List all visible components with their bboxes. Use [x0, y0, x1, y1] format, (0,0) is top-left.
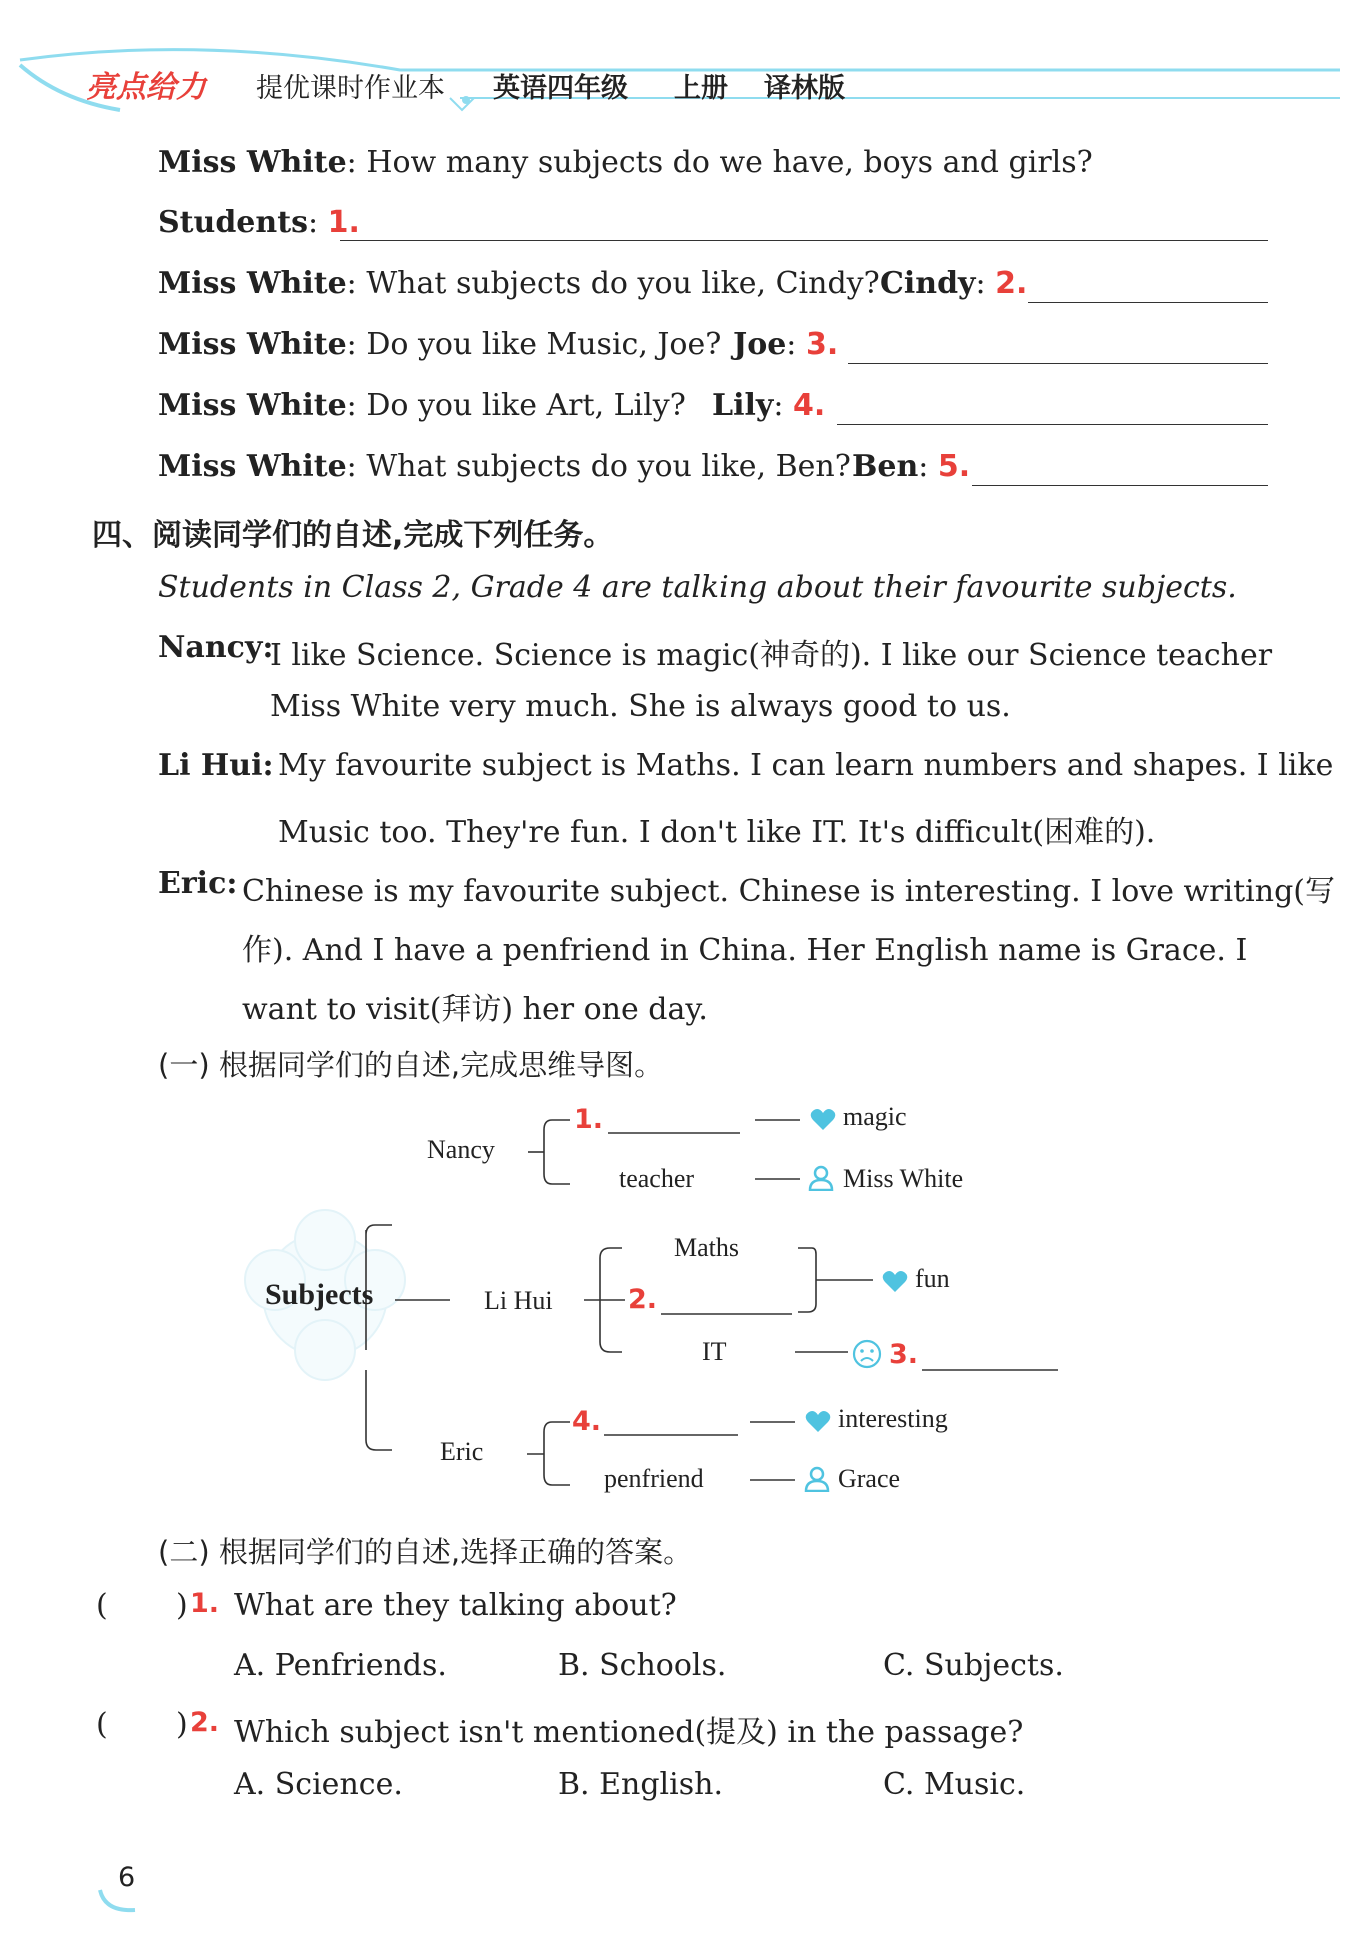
speaker: Miss White	[158, 266, 347, 301]
eric-line-2: 作). And I have a penfriend in China. Her English name is Grace. I	[242, 933, 1248, 968]
answer-number: 2.	[995, 266, 1028, 301]
mindmap-blank-1-number: 1.	[574, 1104, 604, 1135]
answerer: Ben	[852, 449, 919, 484]
mindmap-penfriend: penfriend	[604, 1464, 704, 1493]
mindmap-maths: Maths	[674, 1233, 739, 1262]
speaker: Miss White	[158, 449, 347, 484]
answerer-3: Joe: 3.	[733, 327, 839, 362]
answer-paren-open: (	[96, 1588, 108, 1623]
volume: 上册	[674, 73, 728, 104]
answerer: Students	[158, 205, 308, 240]
series-title: 提优课时作业本	[256, 73, 445, 104]
dialogue-row-2: Miss White: What subjects do you like, Cindy?	[158, 266, 880, 301]
answer-blank-5[interactable]	[972, 485, 1268, 486]
answer-blank-3[interactable]	[848, 363, 1268, 364]
answer-blank-2[interactable]	[1028, 302, 1268, 303]
answer-number: 3.	[805, 327, 839, 362]
sad-face-icon	[852, 1339, 882, 1373]
mindmap-fun: fun	[915, 1264, 950, 1293]
mindmap-grace: Grace	[838, 1464, 901, 1493]
mindmap-magic: magic	[843, 1102, 907, 1131]
edition: 译林版	[764, 73, 845, 104]
question: Do you like Art, Lily?	[366, 388, 686, 423]
answer-paren-open: (	[96, 1707, 108, 1742]
question: What subjects do you like, Cindy?	[366, 266, 880, 301]
dialogue-row-1: Miss White: How many subjects do we have, boys and girls?	[158, 145, 1093, 180]
eric-line-1: Chinese is my favourite subject. Chinese is interesting. I love writing(写	[242, 874, 1335, 909]
answerer: Joe	[733, 327, 787, 362]
answer-row-1: Students: 1.	[158, 205, 360, 240]
mindmap-teacher: teacher	[619, 1164, 695, 1193]
option-b[interactable]: B. English.	[558, 1767, 723, 1802]
answer-blank-1[interactable]	[340, 240, 1268, 241]
answerer-4: Lily: 4.	[712, 388, 826, 423]
mindmap-interesting: interesting	[838, 1404, 948, 1433]
person-icon	[804, 1466, 830, 1496]
mindmap-center: Subjects	[265, 1278, 374, 1311]
page-number: 6	[118, 1862, 136, 1893]
mindmap-blank-4-number: 4.	[572, 1406, 602, 1437]
speaker: Miss White	[158, 327, 347, 362]
question: What subjects do you like, Ben?	[366, 449, 851, 484]
answer-number: 5.	[937, 449, 971, 484]
lihui-line-1: My favourite subject is Maths. I can learn numbers and shapes. I like	[278, 748, 1334, 783]
heart-icon	[805, 1410, 831, 1438]
question-text: What are they talking about?	[234, 1588, 677, 1623]
mindmap-lines	[0, 1080, 1350, 1510]
answerer-5: Ben: 5.	[852, 449, 971, 484]
mindmap-nancy: Nancy	[427, 1135, 495, 1164]
question-number: 2.	[190, 1707, 220, 1738]
answerer: Cindy	[880, 266, 976, 301]
question: How many subjects do we have, boys and girls?	[366, 145, 1093, 180]
mindmap-blank-3-number: 3.	[889, 1339, 919, 1370]
answer-paren-close: )	[176, 1707, 188, 1742]
heart-icon	[810, 1108, 836, 1136]
speaker: Miss White	[158, 145, 347, 180]
answer-box-2[interactable]	[110, 1704, 178, 1742]
mindmap-it: IT	[702, 1337, 727, 1366]
eric-line-3: want to visit(拜访) her one day.	[242, 992, 708, 1027]
answer-number: 4.	[792, 388, 826, 423]
question: Do you like Music, Joe?	[366, 327, 722, 362]
option-a[interactable]: A. Penfriends.	[234, 1648, 447, 1683]
person-icon	[808, 1165, 834, 1195]
nancy-line-1: I like Science. Science is magic(神奇的). I like our Science teacher	[270, 638, 1273, 673]
dialogue-row-3: Miss White: Do you like Music, Joe?	[158, 327, 722, 362]
question-number: 1.	[190, 1588, 220, 1619]
answer-number: 1.	[327, 205, 360, 240]
answer-paren-close: )	[176, 1588, 188, 1623]
section-4-title: 四、阅读同学们的自述,完成下列任务。	[92, 518, 614, 553]
option-a[interactable]: A. Science.	[234, 1767, 403, 1802]
reading-intro: Students in Class 2, Grade 4 are talking about their favourite subjects.	[158, 570, 1237, 605]
part-2-title: (二) 根据同学们的自述,选择正确的答案。	[158, 1535, 693, 1569]
option-b[interactable]: B. Schools.	[558, 1648, 727, 1683]
dialogue-row-5: Miss White: What subjects do you like, Ben?	[158, 449, 851, 484]
answer-box-1[interactable]	[110, 1585, 178, 1623]
lihui-line-2: Music too. They're fun. I don't like IT. It's difficult(困难的).	[278, 815, 1156, 850]
nancy-line-2: Miss White very much. She is always good to us.	[270, 689, 1011, 724]
dialogue-row-4: Miss White: Do you like Art, Lily?	[158, 388, 686, 423]
part-1-title: (一) 根据同学们的自述,完成思维导图。	[158, 1048, 664, 1082]
question-text: Which subject isn't mentioned(提及) in the passage?	[234, 1715, 1024, 1750]
mindmap-lihui: Li Hui	[484, 1286, 553, 1315]
answerer: Lily	[712, 388, 774, 423]
answerer-2: Cindy: 2.	[880, 266, 1028, 301]
speaker: Miss White	[158, 388, 347, 423]
subject-grade: 英语四年级	[493, 73, 628, 104]
mindmap-blank-2-number: 2.	[628, 1284, 658, 1315]
brand-logo: 亮点给力	[86, 70, 206, 105]
eric-name: Eric:	[158, 866, 238, 901]
nancy-name: Nancy:	[158, 630, 274, 665]
answer-blank-4[interactable]	[837, 424, 1268, 425]
mindmap-eric: Eric	[440, 1437, 484, 1466]
heart-icon	[882, 1270, 908, 1298]
option-c[interactable]: C. Music.	[883, 1767, 1026, 1802]
lihui-name: Li Hui:	[158, 748, 274, 783]
mindmap-miss-white: Miss White	[843, 1164, 964, 1193]
option-c[interactable]: C. Subjects.	[883, 1648, 1064, 1683]
